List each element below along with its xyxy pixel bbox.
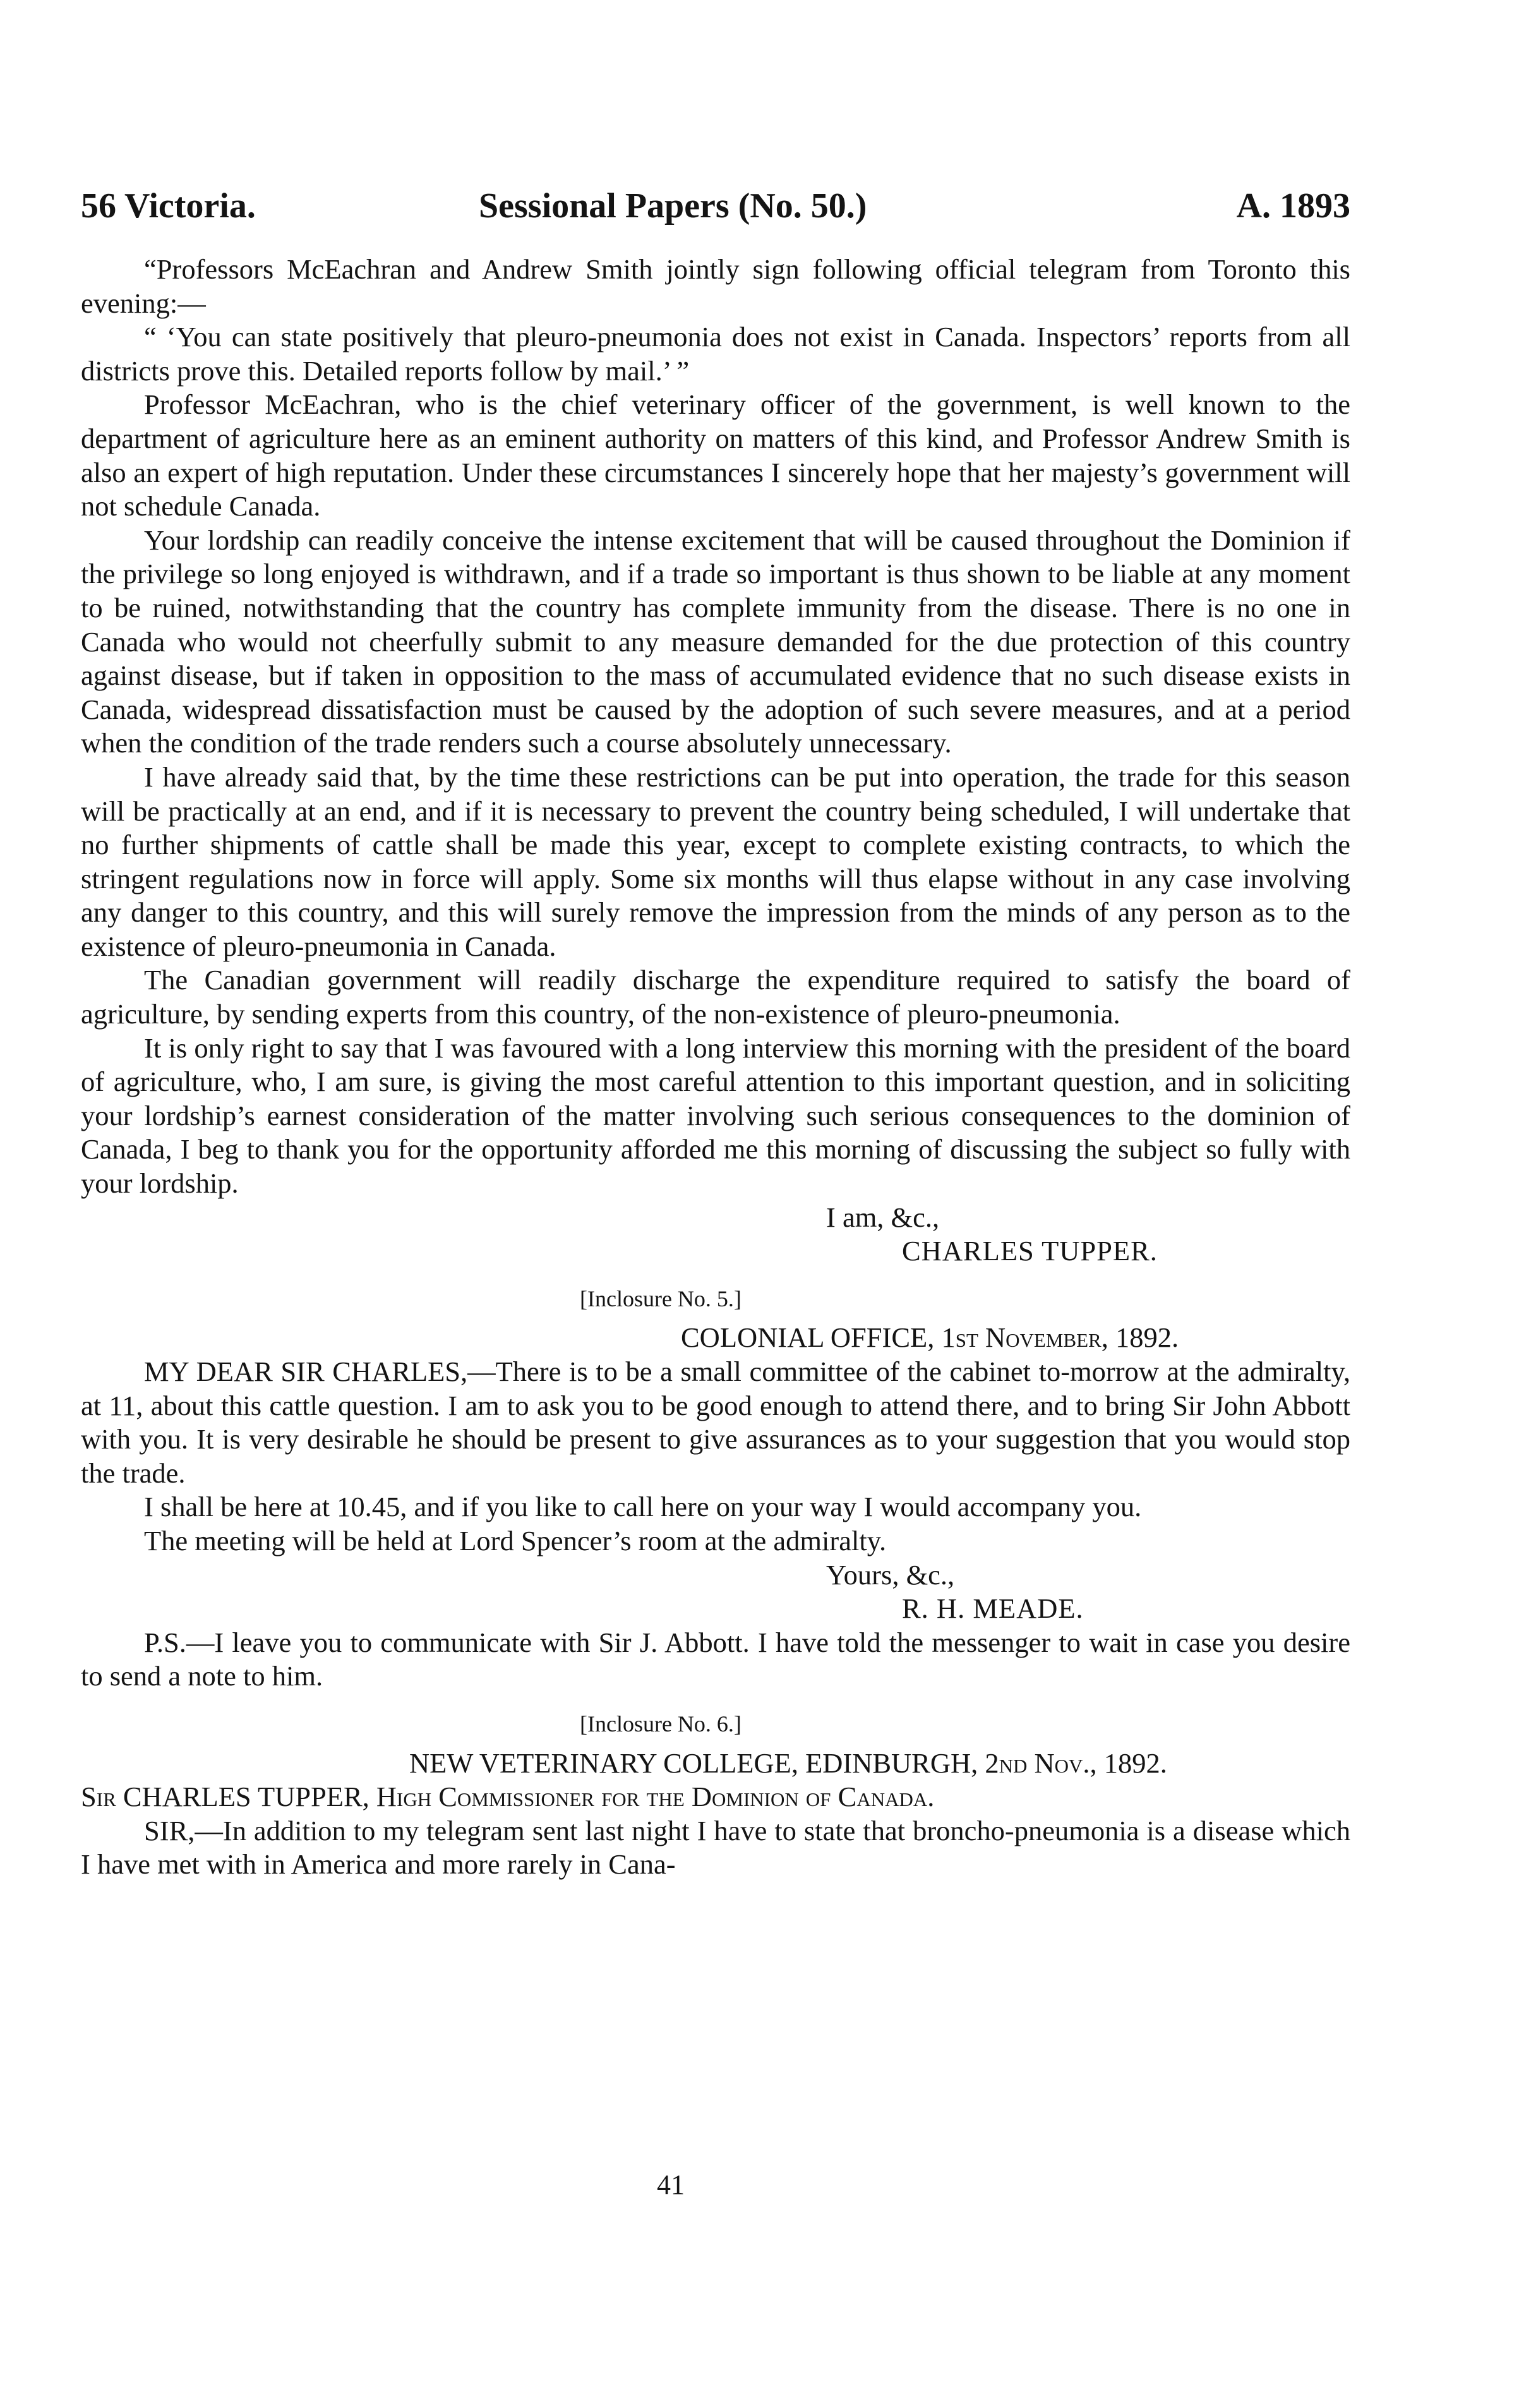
page-header	[81, 181, 1350, 231]
paragraph: I have already said that, by the time these restrictions can be put into operation, the trade for this season will be practically at an end, and if it is necessary to prevent the country being scheduled, I will undertake that no further shipments of cattle shall be made this year, except to complete existing contracts, to which the stringent regulations now in force will apply. Some six months will thus elapse without in any case involving any danger to this country, and this will surely remove the impression from the minds of any person as to the existence of pleuro-pneumonia in Canada.	[81, 761, 1350, 962]
paragraph: MY DEAR SIR CHARLES,—There is to be a small committee of the cabinet to-morrow at the admiralty, at 11, about this cattle question. I am to ask you to be good enough to attend there, and to bring Sir John Abbott with you. It is very desirable he should be present to give assurances as to your suggestion that you would stop the trade.	[81, 1356, 1350, 1489]
signature: R. H. MEADE.	[902, 1592, 1084, 1625]
paragraph: Your lordship can readily conceive the intense excitement that will be caused throughout the Dominion if the privilege so long enjoyed is withdrawn, and if a trade so important is thus shown to be liable at any moment to be ruined, notwithstanding that the country has complete immunity from the disease. There is no one in Canada who would not cheerfully submit to any measure demanded for the due protection of this country against disease, but if taken in opposition to the mass of accumulated evidence that no such disease exists in Canada, widespread dissatisfaction must be caused by the adoption of such severe measures, and at a period when the condition of the trade renders such a course absolutely unnecessary.	[81, 524, 1350, 759]
paragraph: “ ‘You can state positively that pleuro-pneumonia does not exist in Canada. Inspectors’ reports from all districts prove this. Detailed reports follow by mail.’ ”	[81, 321, 1350, 387]
inclosure-label: [Inclosure No. 5.]	[580, 1285, 741, 1311]
dateline: NEW VETERINARY COLLEGE, EDINBURGH, 2nd Nov., 1892.	[409, 1747, 1167, 1779]
paragraph: The Canadian government will readily discharge the expenditure required to satisfy the board of agriculture, by sending experts from this country, of the non-existence of pleuro-pneumonia.	[81, 964, 1350, 1030]
paragraph: I shall be here at 10.45, and if you like to call here on your way I would accompany you.	[144, 1491, 1142, 1523]
postscript: P.S.—I leave you to communicate with Sir J. Abbott. I have told the messenger to wait in case you desire to send a note to him.	[81, 1626, 1350, 1692]
dateline: COLONIAL OFFICE, 1st November, 1892.	[681, 1321, 1179, 1354]
page-number: 41	[657, 2169, 685, 2200]
header-left: 56 Victoria.	[81, 186, 256, 226]
addressee: Sir CHARLES TUPPER, High Commissioner for the Dominion of Canada.	[81, 1781, 935, 1813]
paragraph: The meeting will be held at Lord Spencer’s room at the admiralty.	[144, 1524, 887, 1556]
closing-salutation: I am, &c.,	[826, 1201, 940, 1233]
inclosure-label: [Inclosure No. 6.]	[580, 1711, 741, 1737]
header-center: Sessional Papers (No. 50.)	[479, 186, 867, 226]
paragraph: SIR,—In addition to my telegram sent last night I have to state that broncho-pneumonia is a disease which I have met with in America and more rarely in Cana-	[81, 1814, 1350, 1881]
closing-salutation: Yours, &c.,	[826, 1558, 955, 1591]
header-right: A. 1893	[1236, 186, 1350, 226]
document-body	[81, 253, 1350, 1882]
paragraph: “Professors McEachran and Andrew Smith jointly sign following official telegram from Toronto this evening:—	[81, 253, 1350, 319]
paragraph: Professor McEachran, who is the chief veterinary officer of the government, is well known to the department of agriculture here as an eminent authority on matters of this kind, and Professor Andrew Smith is also an expert of high reputation. Under these circumstances I sincerely hope that her majesty’s government will not schedule Canada.	[81, 388, 1350, 522]
paragraph: It is only right to say that I was favoured with a long interview this morning with the president of the board of agriculture, who, I am sure, is giving the most careful attention to this important question, and in soliciting your lordship’s earnest consideration of the matter involving such serious consequences to the dominion of Canada, I beg to thank you for the opportunity afforded me this morning of discussing the subject so fully with your lordship.	[81, 1032, 1350, 1200]
signature: CHARLES TUPPER.	[902, 1235, 1158, 1267]
